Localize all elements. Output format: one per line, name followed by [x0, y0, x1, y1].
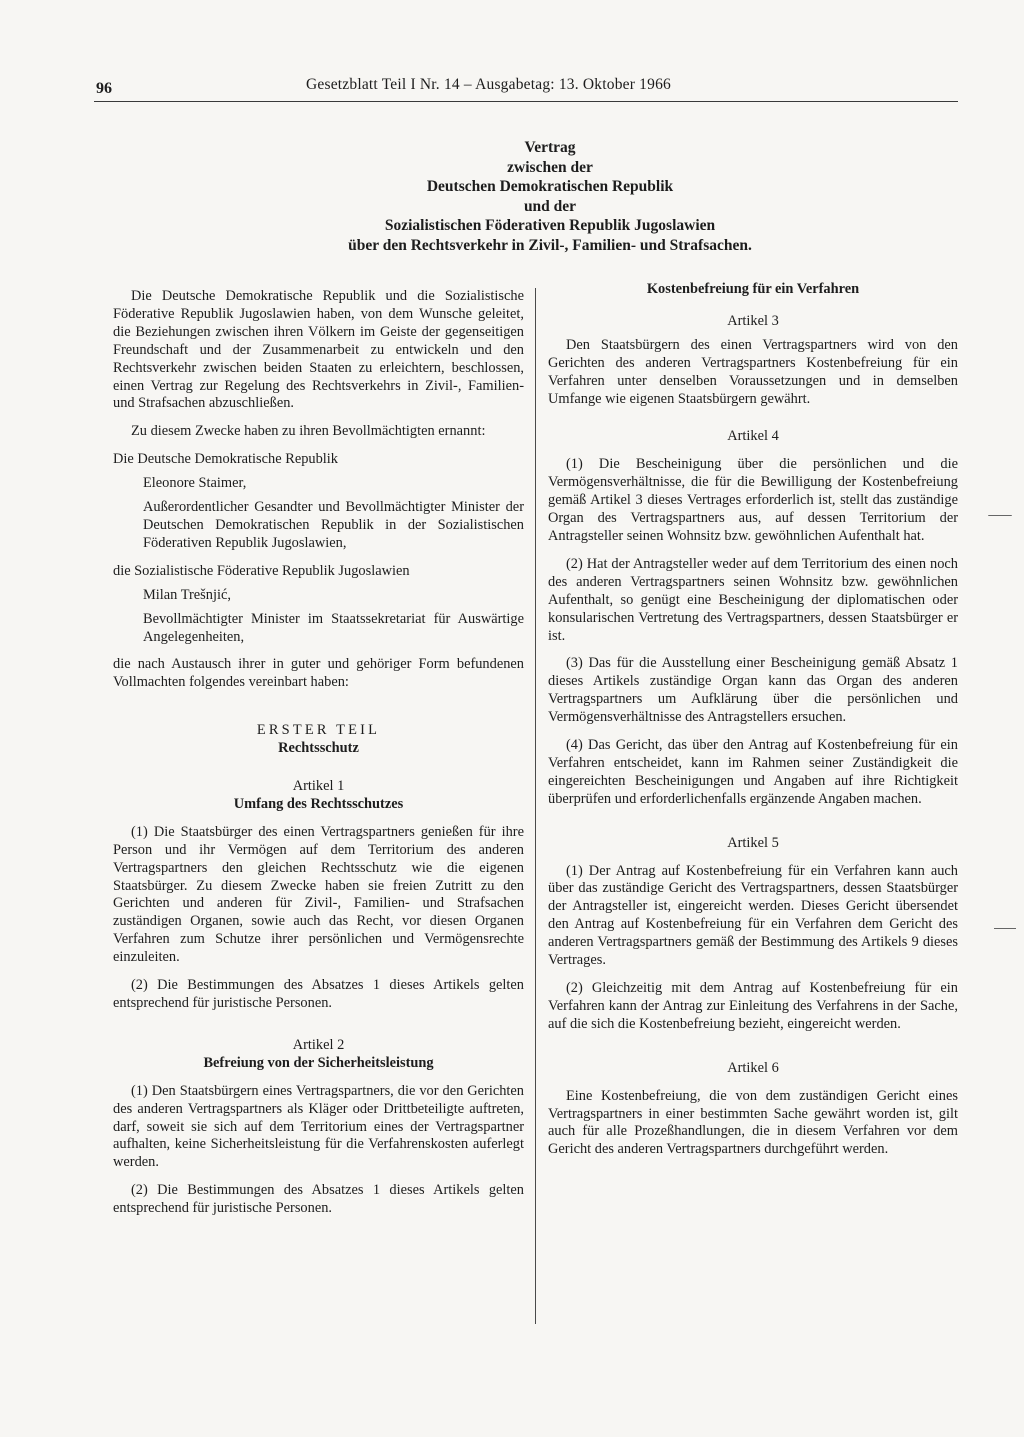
article-5-para-2: (2) Gleichzeitig mit dem Antrag auf Kostenbefreiung für ein Verfahren kann der Antrag zur Einleitung des Verfahrens in der Sache, auf die sich die Kostenbefreiung bezieht, eingereicht werden.: [548, 980, 958, 1032]
title-line: über den Rechtsverkehr in Zivil-, Familien- und Strafsachen.: [348, 236, 752, 254]
treaty-title: [300, 138, 800, 256]
article-1-label: Artikel 1: [292, 778, 345, 795]
article-3-para-1: Den Staatsbürgern des einen Vertragspartners wird von den Gerichten des anderen Vertragspartners Kostenbefreiung für ein Verfahren unter denselben Voraussetzungen und in demselben Umfange wie eigenen Staatsbürgern gewährt.: [548, 336, 958, 407]
article-5-label: Artikel 5: [727, 834, 779, 851]
preamble: Die Deutsche Demokratische Republik und die Sozialistische Föderative Republik Jugoslawien haben, von dem Wunsche geleitet, die Beziehungen zwischen ihren Völkern im Geiste der gegenseitigen Freundschaft und der Zusammenarbeit zu entwickeln und den Rechtsverkehr zwischen beiden Staaten zu erleichtern, beschlossen, einen Vertrag zur Regelung des Rechtsverkehrs in Zivil-, Familien- und Strafsachen abzuschließen.: [113, 288, 524, 412]
header-rule: [94, 101, 958, 102]
agreement-clause: die nach Austausch ihrer in guter und gehöriger Form befundenen Vollmachten folgendes vereinbart haben:: [113, 656, 524, 691]
appointment-text: Zu diesem Zwecke haben zu ihren Bevollmächtigten ernannt:: [131, 423, 486, 440]
article-2-label: Artikel 2: [292, 1036, 345, 1053]
article-4-para-1: (1) Die Bescheinigung über die persönlichen und die Vermögensverhältnisse, die für die Bewilligung der Kostenbefreiung gemäß Artikel 3 dieses Vertrages erforderlich ist, stellt das zuständige Organ des Vertragspartners aus, auf dessen Territorium der Antragsteller seinen Wohnsitz bzw. gewöhnlichen Aufenthalt hat.: [548, 456, 958, 544]
plenipotentiary-1-name: Eleonore Staimer,: [143, 475, 247, 492]
left-column: [113, 288, 524, 1218]
article-4-para-2: (2) Hat der Antragsteller weder auf dem Territorium des einen noch des anderen Vertragspartners seinen Wohnsitz bzw. gewöhnlichen Aufenthalt, so genügt eine Bescheinigung der diplomatischen oder konsularischen Vertretung des Vertragspartners, dessen Staatsbürger er ist.: [548, 555, 958, 644]
contracting-party-2: die Sozialistische Föderative Republik Jugoslawien: [113, 562, 410, 579]
article-6-label: Artikel 6: [727, 1059, 779, 1076]
title-line: Deutschen Demokratischen Republik: [426, 178, 674, 196]
article-3-label: Artikel 3: [727, 312, 779, 329]
contracting-party-1: Die Deutsche Demokratische Republik: [113, 451, 338, 468]
article-2-title: Befreiung von der Sicherheitsleistung: [203, 1054, 434, 1071]
title-line: zwischen der: [507, 158, 593, 176]
article-6-para-1: Eine Kostenbefreiung, die von dem zuständigen Gericht eines Vertragspartners in einer bestimmten Sache gewährt worden ist, gilt auch für alle Prozeßhandlungen, die in diesem Verfahren vor dem Gericht des anderen Vertragspartners durchgeführt werden.: [548, 1087, 958, 1158]
title-line: Vertrag: [524, 139, 576, 156]
margin-mark: [994, 928, 1016, 929]
article-1-para-2: (2) Die Bestimmungen des Absatzes 1 dieses Artikels gelten entsprechend für juristische Personen.: [113, 977, 524, 1011]
title-line: und der: [523, 197, 577, 215]
running-head: Gesetzblatt Teil I Nr. 14 – Ausgabetag: 13. Oktober 1966: [306, 76, 671, 93]
part-title: Rechtsschutz: [278, 740, 359, 757]
article-4-para-3: (3) Das für die Ausstellung einer Bescheinigung gemäß Absatz 1 dieses Artikels zuständige Organ kann das Organ des anderen Vertragspartners um Aufklärung über die persönlichen und Vermögensverhältnisse des Antragstellers ersuchen.: [548, 655, 958, 726]
plenipotentiary-2-title: Bevollmächtigter Minister im Staatssekretariat für Auswärtige Angelegenheiten,: [143, 610, 524, 645]
section-heading: Kostenbefreiung für ein Verfahren: [646, 281, 860, 297]
article-2-para-1: (1) Den Staatsbürgern eines Vertragspartners, die vor den Gerichten des anderen Vertragspartners als Kläger oder Drittbeteiligte auftreten, darf, soweit sie sich auf dem Territorium eines der Vertragspartner aufhalten, keine Sicherheitsleistung für die Verfahrenskosten auferlegt werden.: [113, 1082, 524, 1171]
right-column: [548, 281, 958, 1159]
part-heading: ERSTER TEIL: [256, 722, 381, 739]
article-4-para-4: (4) Das Gericht, das über den Antrag auf Kostenbefreiung für ein Verfahren entscheidet, kann im Rahmen seiner Zuständigkeit die eingereichten Bescheinigungen und Angaben auf ihre Richtigkeit überprüfen und erforderlichenfalls ergänzende Angaben machen.: [548, 737, 958, 807]
plenipotentiary-2-name: Milan Trešnjić,: [143, 586, 231, 603]
article-4-label: Artikel 4: [727, 428, 779, 445]
title-line: Sozialistischen Föderativen Republik Jugoslawien: [384, 217, 716, 235]
article-2-para-2: (2) Die Bestimmungen des Absatzes 1 dieses Artikels gelten entsprechend für juristische Personen.: [113, 1182, 524, 1217]
column-divider: [535, 288, 536, 1324]
article-5-para-1: (1) Der Antrag auf Kostenbefreiung für ein Verfahren kann auch über das zuständige Gericht des Vertragspartners, dessen Staatsbürger der Antragsteller ist, eingereicht werden. Dieses Gericht übersendet den Antrag auf Kostenbefreiung für ein Verfahren dem Gericht des anderen Vertragspartners gemäß der Bestimmung des Artikels 9 dieses Vertrages.: [548, 862, 958, 969]
article-1-title: Umfang des Rechtsschutzes: [233, 795, 404, 812]
page-number: 96: [96, 80, 112, 97]
plenipotentiary-1-title: Außerordentlicher Gesandter und Bevollmächtigter Minister der Deutschen Demokratischen Republik in der Sozialistischen Föderativen Republik Jugoslawien,: [143, 499, 524, 551]
article-1-para-1: (1) Die Staatsbürger des einen Vertragspartners genießen für ihre Person und ihr Vermögen auf dem Territorium des anderen Vertragspartners den gleichen Rechtsschutz wie die eigenen Staatsbürger. Zu diesem Zwecke haben sie freien Zutritt zu den Gerichten und anderen für Zivil-, Familien- und Strafsachen zuständigen Organen, sowie auch das Recht, vor diesen Organen Verfahren zum Schutze ihrer persönlichen und Vermögensrechte einzuleiten.: [113, 823, 524, 966]
margin-mark: [988, 515, 1012, 516]
